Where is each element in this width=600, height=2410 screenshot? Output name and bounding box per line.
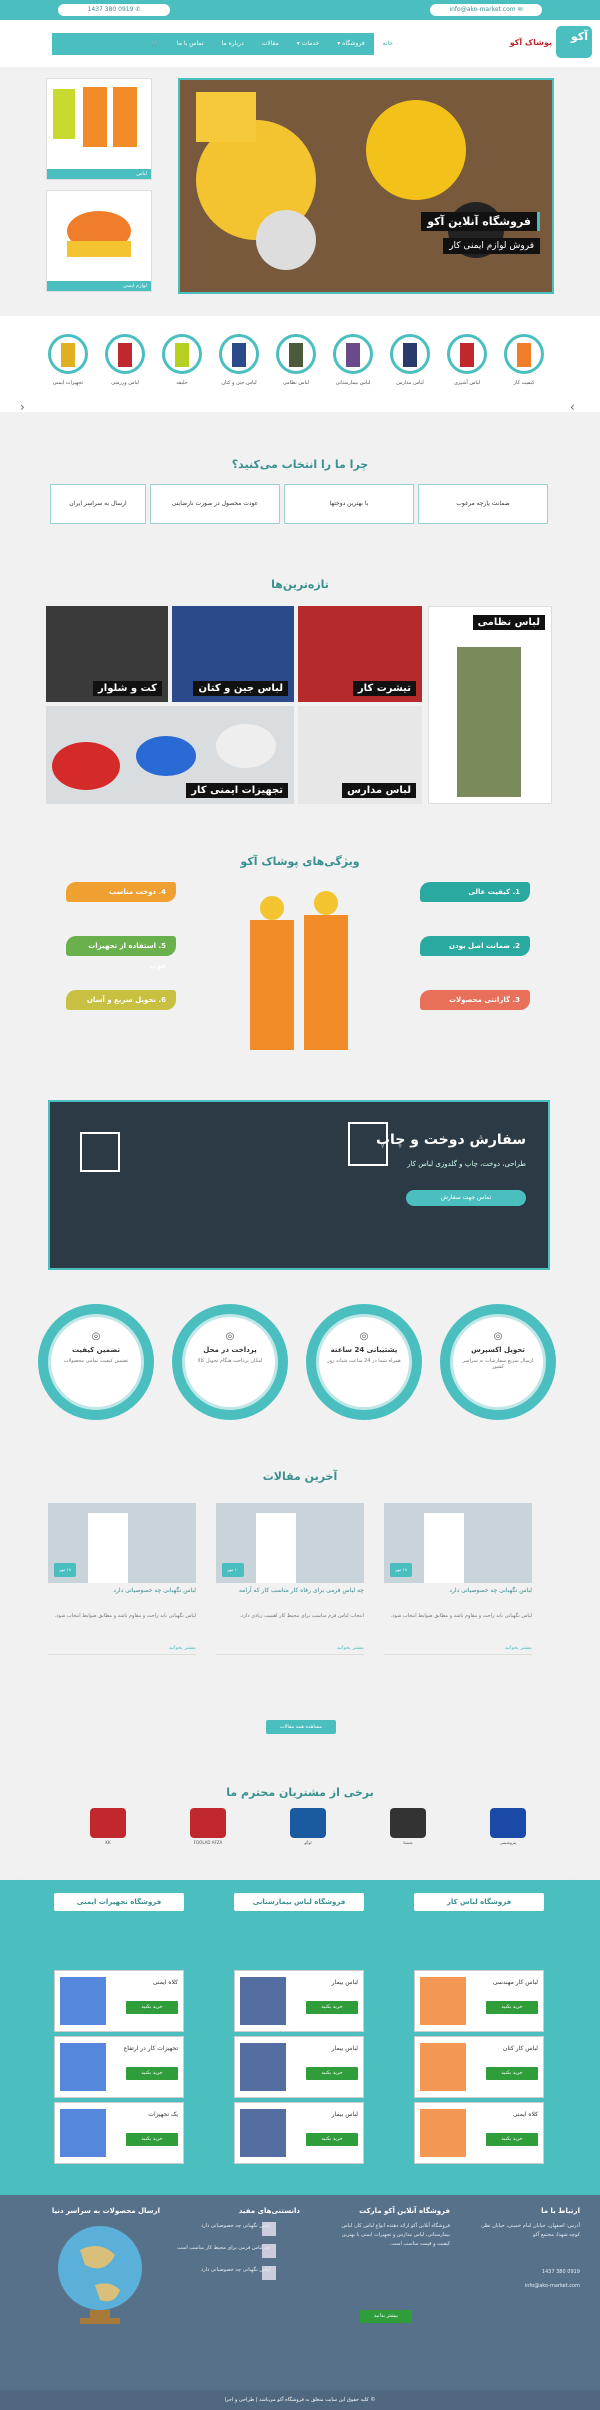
main-nav	[52, 33, 402, 55]
category-label: لباس جین و کتان	[221, 380, 257, 386]
product-card[interactable]	[54, 1970, 184, 2032]
footer-article-link[interactable]: لباس نگهبانی چه خصوصیاتی دارد	[201, 2223, 270, 2229]
customer-logo	[78, 1808, 138, 1848]
tile-label: لباس جین و کتان	[193, 681, 288, 696]
hero-slider[interactable]	[178, 78, 554, 294]
service-title: پشتیبانی 24 ساعته	[330, 1346, 398, 1354]
service-card	[38, 1304, 154, 1420]
footer-phone: 0919 380 1437	[541, 2269, 580, 2275]
military-suit-image	[428, 607, 551, 804]
shop-title: فروشگاه تجهیزات ایمنی	[54, 1893, 184, 1911]
tshirt-icon	[80, 1132, 120, 1172]
product-card[interactable]	[234, 1970, 364, 2032]
carousel-prev-icon[interactable]: ‹	[20, 400, 25, 414]
feature-badge: 2. ضمانت اصل بودن	[420, 936, 530, 956]
category-thumb	[232, 343, 246, 367]
customer-logo-name: KK	[105, 1840, 111, 1845]
article-read-more[interactable]: بیشتر بخوانید	[384, 1645, 532, 1655]
customer-logo-mark	[390, 1808, 426, 1838]
nav-home[interactable]: خانه	[374, 33, 402, 55]
tile-label: لباس مدارس	[342, 783, 416, 798]
email-pill[interactable]	[430, 4, 542, 16]
service-title: پرداخت در محل	[203, 1346, 257, 1354]
service-text: تضمین کیفیت تمامی محصولات	[63, 1358, 129, 1364]
product-card[interactable]	[54, 2102, 184, 2164]
reason-card: عودت محصول در صورت نارضایتی	[150, 484, 280, 524]
site-logo[interactable]	[476, 26, 592, 58]
phone-number: 0919 380 1437	[87, 6, 134, 13]
article-card[interactable]	[384, 1503, 532, 1703]
nav-shop[interactable]: فروشگاه ▾	[337, 40, 365, 47]
service-text: ارسال سریع سفارشات به سراسر کشور	[462, 1358, 534, 1370]
category-thumb	[175, 343, 189, 367]
article-excerpt: انتخاب لباس فرم مناسب برای محیط کار اهمیت زیادی دارد.	[239, 1613, 364, 1619]
cart-icon[interactable]: 🛒	[151, 40, 159, 47]
article-image	[48, 1503, 196, 1583]
article-figure	[424, 1513, 464, 1583]
service-title: تحویل اکسپرس	[471, 1346, 525, 1354]
category-circle[interactable]	[219, 334, 259, 374]
latest-tile-jeans[interactable]	[172, 606, 294, 702]
category-thumb	[118, 343, 132, 367]
latest-tile-school[interactable]	[298, 706, 422, 804]
product-image	[420, 2043, 466, 2091]
article-card[interactable]	[216, 1503, 364, 1703]
email-address: info@ako-market.com	[449, 6, 516, 13]
tile-label: کت و شلوار	[93, 681, 162, 696]
tile-label: لباس نظامی	[473, 615, 545, 630]
product-image	[240, 1977, 286, 2025]
category-circle[interactable]	[276, 334, 316, 374]
category-thumb	[346, 343, 360, 367]
customers-title: برخی از مشتریان محترم ما	[226, 1786, 374, 1799]
custom-order-banner	[48, 1100, 550, 1270]
product-card[interactable]	[234, 2102, 364, 2164]
service-inner	[48, 1314, 144, 1410]
globe-icon	[50, 2220, 150, 2330]
carousel-next-icon[interactable]: ›	[570, 400, 575, 414]
category-thumb	[403, 343, 417, 367]
latest-title: تازه‌ترین‌ها	[271, 578, 329, 591]
product-card[interactable]	[414, 2036, 544, 2098]
hero-subtitle: فروش لوازم ایمنی کار	[443, 238, 540, 254]
article-date: ۱۰ مهر	[222, 1563, 244, 1577]
feature-badge: 1. کیفیت عالی	[420, 882, 530, 902]
buy-button[interactable]: خرید بکنید	[306, 2133, 358, 2146]
service-icon: ◎	[359, 1331, 369, 1342]
customer-logo	[378, 1808, 438, 1848]
category-label: تجهیزات ایمنی	[52, 380, 84, 386]
footer-contact-title: ارتباط با ما	[541, 2207, 580, 2215]
article-read-more[interactable]: بیشتر بخوانید	[48, 1645, 196, 1655]
helmet-image	[47, 191, 151, 281]
buy-button[interactable]: خرید بکنید	[306, 2001, 358, 2014]
service-card	[306, 1304, 422, 1420]
jacket-icon	[348, 1122, 388, 1166]
copyright-bar: © کلیه حقوق این سایت متعلق به فروشگاه آکو می‌باشد | طراحی و اجرا	[0, 2390, 600, 2410]
nav-contact[interactable]: تماس با ما	[176, 40, 204, 47]
side-promo-clothing[interactable]	[46, 78, 152, 180]
article-excerpt: لباس نگهبانی باید راحت و مقاوم باشد و مطابق ضوابط انتخاب شود.	[54, 1613, 196, 1619]
workers-image	[240, 890, 360, 1060]
buy-button[interactable]: خرید بکنید	[306, 2067, 358, 2080]
article-title[interactable]: لباس نگهبانی چه خصوصیاتی دارد	[449, 1587, 532, 1594]
article-read-more[interactable]: بیشتر بخوانید	[216, 1645, 364, 1655]
service-text: امکان پرداخت هنگام تحویل کالا	[197, 1358, 263, 1364]
category-label: کیفیت کار	[513, 380, 535, 386]
service-icon: ◎	[493, 1331, 503, 1342]
order-button[interactable]: تماس جهت سفارش	[406, 1190, 526, 1206]
product-image	[60, 1977, 106, 2025]
product-name[interactable]: کلاه ایمنی	[152, 1979, 178, 1986]
phone-icon: ✆	[133, 6, 141, 13]
category-circle[interactable]	[447, 334, 487, 374]
customer-logo-name: لوگو	[304, 1840, 312, 1845]
article-excerpt: لباس نگهبانی باید راحت و مقاوم باشد و مطابق ضوابط انتخاب شود.	[390, 1613, 532, 1619]
category-label: لباس بیمارستانی	[335, 380, 371, 386]
logo-subtitle: پوشاک آکو	[509, 38, 552, 47]
hero-title: فروشگاه آنلاین آکو	[421, 212, 540, 231]
footer-about-text: فروشگاه آنلاین آکو ارائه دهنده انواع لباس کار، لباس بیمارستانی، لباس مدارس و تجهیزات ایمنی با بهترین کیفیت و قیمت مناسب است.	[341, 2223, 450, 2247]
product-image	[60, 2043, 106, 2091]
footer-shipping-title: ارسال محصولات به سراسر دنیا	[51, 2207, 160, 2215]
product-card[interactable]	[414, 1970, 544, 2032]
tile-label: تیشرت کار	[353, 681, 416, 696]
footer-about-title: فروشگاه آنلاین آکو مارکت	[359, 2207, 450, 2215]
service-icon: ◎	[225, 1331, 235, 1342]
buy-button[interactable]: خرید بکنید	[126, 2001, 178, 2014]
why-title: چرا ما را انتخاب می‌کنید؟	[231, 458, 369, 471]
product-image	[240, 2109, 286, 2157]
feature-badge: 5. استفاده از تجهیزات خوب	[66, 936, 176, 956]
side-promo-caption: لباس	[47, 169, 151, 179]
features-title: ویژگی‌های پوشاک آکو	[240, 855, 360, 868]
service-title: تضمین کیفیت	[71, 1346, 121, 1354]
buy-button[interactable]: خرید بکنید	[126, 2067, 178, 2080]
buy-button[interactable]: خرید بکنید	[486, 2133, 538, 2146]
footer-about-button[interactable]: بیشتر بدانید	[360, 2310, 412, 2323]
all-articles-button[interactable]: مشاهده همه مقالات	[266, 1720, 336, 1734]
product-image	[420, 1977, 466, 2025]
customer-logo	[278, 1808, 338, 1848]
logo-text: آکو	[570, 30, 588, 43]
article-image	[384, 1503, 532, 1583]
article-figure	[88, 1513, 128, 1583]
buy-button[interactable]: خرید بکنید	[486, 2067, 538, 2080]
category-label: لباس مدارس	[396, 380, 424, 386]
footer-email: info@ako-market.com	[524, 2283, 580, 2289]
tile-label: تجهیزات ایمنی کار	[186, 783, 288, 798]
latest-tile-safety[interactable]	[46, 706, 294, 804]
product-name[interactable]: لباس بیمار	[331, 2111, 358, 2118]
category-thumb	[61, 343, 75, 367]
service-icon: ◎	[91, 1331, 101, 1342]
buy-button[interactable]: خرید بکنید	[486, 2001, 538, 2014]
product-card[interactable]	[414, 2102, 544, 2164]
customer-logo	[178, 1808, 238, 1848]
customer-logo-name: FOOLAD AFZA	[193, 1840, 223, 1845]
customer-logo-mark	[190, 1808, 226, 1838]
coverall-image	[47, 79, 151, 169]
articles-title: آخرین مقالات	[262, 1470, 338, 1483]
category-circle[interactable]	[504, 334, 544, 374]
product-name[interactable]: کلاه ایمنی	[512, 2111, 538, 2118]
article-figure	[256, 1513, 296, 1583]
side-promo-safety[interactable]	[46, 190, 152, 292]
nav-articles[interactable]: مقالات	[261, 40, 279, 47]
product-name[interactable]: تجهیزات کار در ارتفاع	[123, 2045, 178, 2052]
category-label: جلیقه	[176, 380, 188, 386]
customer-logo-mark	[290, 1808, 326, 1838]
service-inner	[450, 1314, 546, 1410]
footer-articles-title: دانستنی‌های مفید	[238, 2207, 300, 2215]
nav-about[interactable]: درباره ما	[221, 40, 244, 47]
service-inner	[182, 1314, 278, 1410]
phone-pill[interactable]	[58, 4, 170, 16]
footer-address: آدرس: اصفهان، خیابان امام خمینی، خیابان نظر، کوچه شهدا، مجتمع آکو	[480, 2223, 580, 2238]
category-label: لباس ورزشی	[111, 380, 139, 386]
customer-logo-name: پتروشیمی	[499, 1840, 517, 1845]
product-image	[60, 2109, 106, 2157]
banner-subtitle: طراحی، دوخت، چاپ و گلدوزی لباس کار	[407, 1160, 526, 1168]
article-date: ۱۸ مهر	[54, 1563, 76, 1577]
article-card[interactable]	[48, 1503, 196, 1703]
category-circle[interactable]	[333, 334, 373, 374]
shop-title: فروشگاه لباس بیمارستانی	[234, 1893, 364, 1911]
customer-logo-mark	[90, 1808, 126, 1838]
category-circle[interactable]	[390, 334, 430, 374]
footer-article-link[interactable]: چه لباس فرمی برای محیط کار مناسب است	[177, 2245, 270, 2251]
shop-title: فروشگاه لباس کار	[414, 1893, 544, 1911]
hero-image	[178, 80, 552, 294]
footer-article-link[interactable]: لباس نگهبانی چه خصوصیاتی دارد	[201, 2267, 270, 2273]
category-circle[interactable]	[162, 334, 202, 374]
side-promo-caption: لوازم ایمنی	[47, 281, 151, 291]
product-image	[420, 2109, 466, 2157]
product-card[interactable]	[54, 2036, 184, 2098]
service-inner	[316, 1314, 412, 1410]
service-card	[440, 1304, 556, 1420]
mail-icon: ✉	[515, 6, 523, 13]
category-label: لباس آشپزی	[453, 380, 480, 386]
article-title[interactable]: لباس نگهبانی چه خصوصیاتی دارد	[113, 1587, 196, 1594]
feature-badge: 3. گارانتی محصولات	[420, 990, 530, 1010]
category-thumb	[289, 343, 303, 367]
article-date: ۱۸ مهر	[390, 1563, 412, 1577]
product-name[interactable]: لباس کار مهندسی	[492, 1979, 538, 1986]
reason-card: با بهترین دوختها	[284, 484, 414, 524]
customer-logo-mark	[490, 1808, 526, 1838]
category-thumb	[460, 343, 474, 367]
feature-badge: 6. تحویل سریع و آسان	[66, 990, 176, 1010]
product-name[interactable]: لباس بیمار	[331, 2045, 358, 2052]
customer-logo-name: شستا	[403, 1840, 413, 1845]
latest-tile-suit[interactable]	[46, 606, 168, 702]
latest-tile-military[interactable]	[428, 606, 552, 804]
category-circle[interactable]	[105, 334, 145, 374]
service-card	[172, 1304, 288, 1420]
latest-tile-tshirt[interactable]	[298, 606, 422, 702]
banner-title: سفارش دوخت و چاپ	[375, 1132, 526, 1148]
product-name[interactable]: یک تجهیزات	[148, 2111, 178, 2118]
category-thumb	[517, 343, 531, 367]
product-card[interactable]	[234, 2036, 364, 2098]
customer-logo	[478, 1808, 538, 1848]
article-image	[216, 1503, 364, 1583]
category-label: لباس نظامی	[282, 380, 310, 386]
article-title[interactable]: چه لباس فرمی برای رفاه کار مناسب کار که آرامه	[238, 1587, 364, 1594]
product-image	[240, 2043, 286, 2091]
product-name[interactable]: لباس بیمار	[331, 1979, 358, 1986]
product-name[interactable]: لباس کار کتان	[502, 2045, 538, 2052]
nav-services[interactable]: خدمات ▾	[296, 40, 320, 47]
reason-card: ارسال به سراسر ایران	[50, 484, 146, 524]
buy-button[interactable]: خرید بکنید	[126, 2133, 178, 2146]
service-text: همراه شما در 24 ساعت شبانه روز	[327, 1358, 401, 1364]
reason-card: ضمانت پارچه مرغوب	[418, 484, 548, 524]
feature-badge: 4. دوخت مناسب	[66, 882, 176, 902]
category-circle[interactable]	[48, 334, 88, 374]
